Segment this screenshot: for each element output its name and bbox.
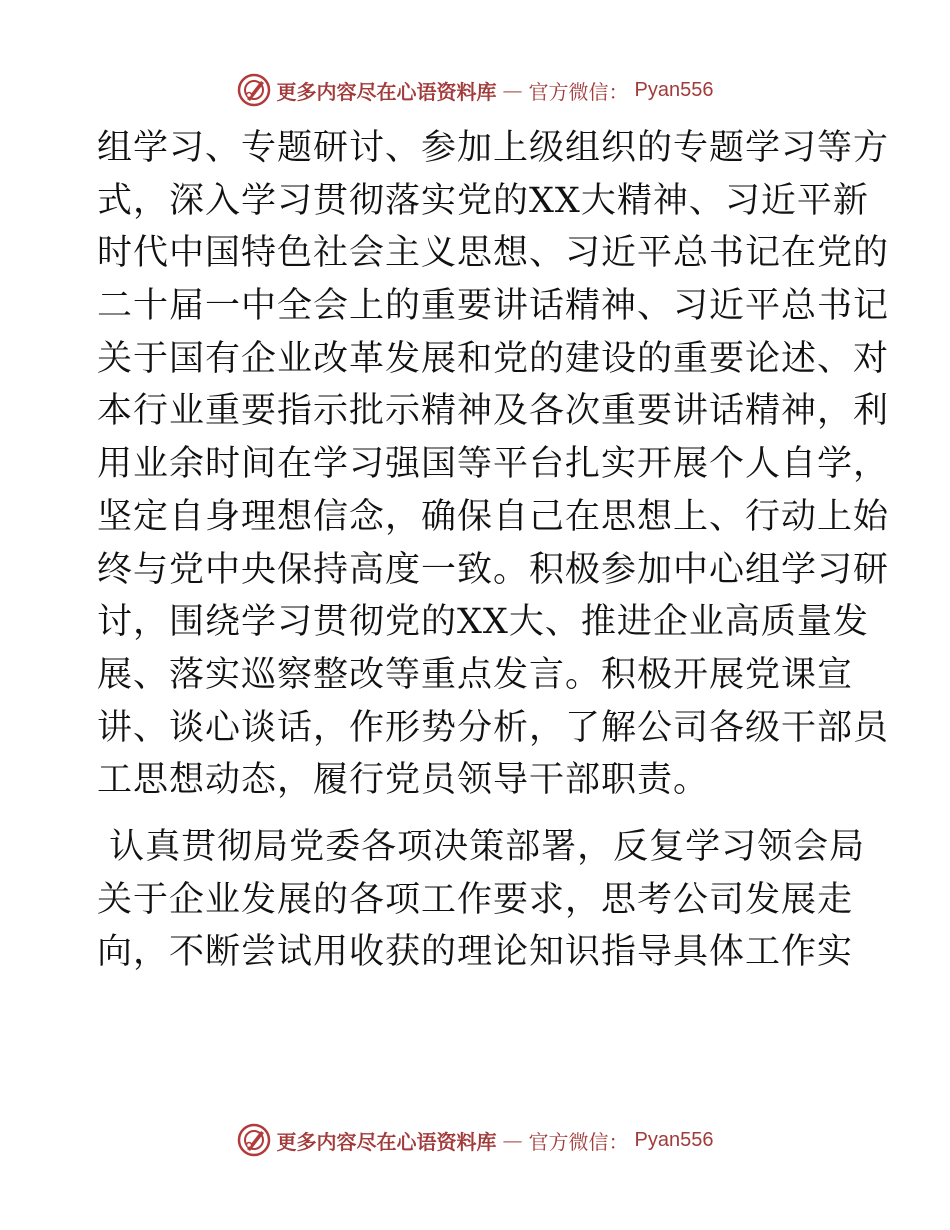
header-site-text: 更多内容尽在心语资料库: [276, 79, 497, 104]
footer-site-text: 更多内容尽在心语资料库: [276, 1129, 497, 1154]
brand-logo-icon: [237, 1123, 271, 1157]
header-wechat-label: 官方微信：: [528, 79, 629, 104]
paragraph-line: 向，不断尝试用收获的理论知识指导具体工作实: [97, 932, 854, 973]
paragraph-line: 认真贯彻局党委各项决策部署，反复学习领会局: [97, 826, 866, 867]
paragraph-spacer: [97, 807, 857, 821]
paragraph-line: 工思想动态，履行党员领导干部职责。: [97, 760, 710, 801]
footer-wechat-id: Pyan556: [634, 1128, 714, 1151]
footer-banner: [0, 1120, 950, 1160]
paragraph-line: 式，深入学习贯彻落实党的XX大精神、习近平新: [97, 180, 869, 221]
paragraph-line: 展、落实巡察整改等重点发言。积极开展党课宣: [97, 654, 854, 695]
brand-logo-icon: [237, 73, 271, 107]
header-dash: —: [502, 78, 523, 102]
header-banner: [0, 70, 950, 110]
header-wechat-id: Pyan556: [634, 78, 714, 101]
paragraph-line: 终与党中央保持高度一致。积极参加中心组学习研: [97, 549, 890, 590]
paragraph-line: 坚定自身理想信念，确保自己在思想上、行动上始: [97, 496, 890, 537]
paragraph-2: [97, 821, 866, 979]
paragraph-line: 二十届一中全会上的重要讲话精神、习近平总书记: [97, 286, 890, 327]
paragraph-line: 关于企业发展的各项工作要求，思考公司发展走: [97, 879, 854, 920]
footer-dash: —: [502, 1128, 523, 1152]
paragraph-line: 关于国有企业改革发展和党的建设的重要论述、对: [97, 338, 890, 379]
paragraph-line: 组学习、专题研讨、参加上级组织的专题学习等方: [97, 128, 890, 168]
footer-wechat-label: 官方微信：: [528, 1129, 629, 1154]
paragraph-line: 时代中国特色社会主义思想、习近平总书记在党的: [97, 233, 890, 274]
document-body: [97, 122, 890, 979]
paragraph-line: 本行业重要指示批示精神及各次重要讲话精神，利: [97, 391, 890, 432]
paragraph-line: 讲、谈心谈话，作形势分析，了解公司各级干部员: [97, 707, 890, 748]
paragraph-line: 用业余时间在学习强国等平台扎实开展个人自学，: [97, 444, 890, 485]
paragraph-line: 讨，围绕学习贯彻党的XX大、推进企业高质量发: [97, 602, 869, 643]
paragraph-1: [97, 122, 890, 807]
